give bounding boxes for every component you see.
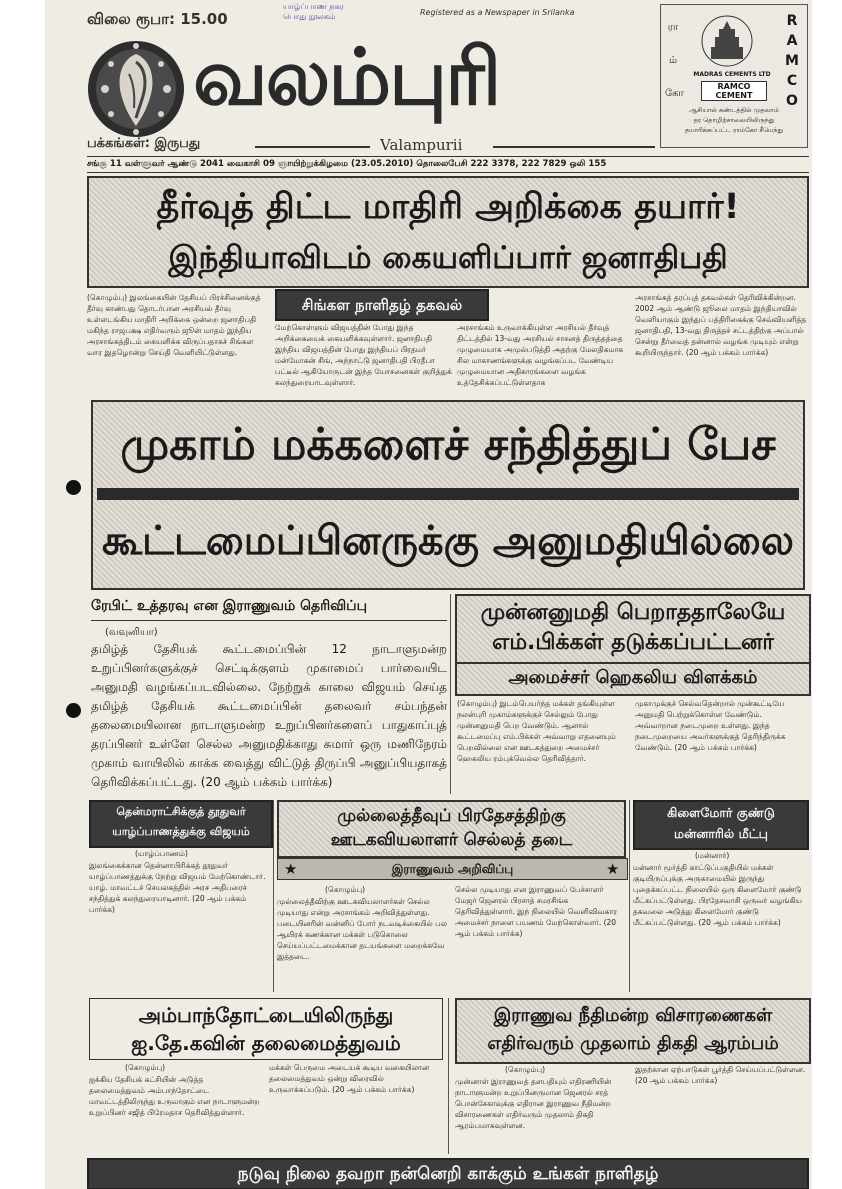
story-right-col-2: முகாமுக்குச் செல்வதென்றால் முன்கூட்டியே அனுமதி பெற்றுக்கொள்ள வேண்டும். அவ்வாறான நடைமுறை உள்ளது. இந்த நடைமுறையை அவர்களுக்குத் தெரிந்திருக்க வேண்டும். (20 ஆம் பக்கம் பார்க்க) [635,699,786,752]
mullai-dateline: (கொழும்பு) [325,885,366,894]
ampara-col-2: மக்கள் பெருமை அடையக் கூடிய வகையிலான தலைமைத்துவம் ஒன்று விரைவில் உருவாக்கப்படும். (20 ஆம் பக்கம் பார்க்க) [269,1063,430,1094]
trinco-body: இலங்கைக்கான தென்னாபிரிக்கத் தூதுவர் யாழ்ப்பாணத்துக்கு நேற்று விஜயம் மேற்கொண்டார். யாழ். மாவட்டச் செயலகத்தில் அரச அதிபரைச் சந்தித்துக் கலந்துரையாடினார். (20 ஆம் பக்கம் பார்க்க) [89,861,266,914]
ampara-dateline: (கொழும்பு) [125,1063,166,1072]
claymore-body: மன்னார் மூர்த்தி காட்டுப்பகுதியில் மக்கள் குடியிருப்புக்கு அருகாமையில் இருந்து புதைக்கப்பட்ட நிலையில் ஒரு கிளைமோர் குண்டு மீட்கப்பட்டுள்ளது. பிரதேசவாசி ஒருவர் வழங்கிய தகவலை அடுத்து கிளைமோர் குண்டு மீட்கப்பட்டுள்ளது. (20 ஆம் பக்கம் பார்க்க) [633,863,802,927]
lead-col-2: மேற்கொள்ளும் விஜயத்தின் போது இந்த அறிக்கையைக் கையளிக்கவுள்ளார். ஜனாதிபதி இந்திய விஜயத்தின் போது இந்தியப் பிரதமர் மன்மோகன் சிங், அந்நாட்டு ஜனாதிபதி பிரதீபா பட்டீல் ஆகியோருடன் இந்த யோசனைகள் குறித்துக் கலந்துரையாடவுள்ளார். [275,323,452,387]
main-headline-line2: கூட்டமைப்பினருக்கு அனுமதியில்லை [102,518,794,564]
star-icon: ★ [284,860,298,878]
price-label: விலை ரூபா: 15.00 [87,10,228,28]
ad-copy [665,105,803,135]
story-left-kicker: ரேபிட் உத்தரவு என இராணுவம் தெரிவிப்பு [91,598,367,614]
newspaper-page [45,0,812,1189]
court-col-1: முன்னாள் இராணுவத் தளபதியும் எதிரணியின் நாடாளுமன்ற உறுப்பினருமான ஜெனரல் சரத் பொன்சேகாவுக்கு எதிரான இராணுவ நீதிமன்ற விசாரணைகள் எதிர்வரும் முதலாம் திகதி ஆரம்பமாகவுள்ளன. [455,1077,612,1130]
mullai-headline-box [277,800,626,858]
stamp-line-2: பொது நூலகம் [283,12,336,21]
stamp-line-1: யாழ்ப்பாண நகர [283,2,344,11]
court-headline-box [455,998,811,1064]
newspaper-title: வலம்புரி [193,33,500,123]
main-headline-box [91,400,805,590]
claymore-dateline: (மன்னார்) [695,851,730,860]
story-left-body: தமிழ்த் தேசியக் கூட்டமைப்பின் 12 நாடாளுமன்ற உறுப்பினர்களுக்குச் செட்டிக்குளம் முகாமைப் பார்வையிட அனுமதி வழங்கப்படவில்லை. நேற்றுக் காலை விஜயம் செய்த தமிழ்த் தேசியக் கூட்டமைப்பின் தலைவர் சம்பந்தன் தலைமையிலான நாடாளுமன்ற உறுப்பினர்களைப் பாதுகாப்புத் தரப்பினர் உள்ளே செல்ல அனுமதிக்காது சுமார் ஒரு மணிநேரம் முகாம் வாயிலில் காக்க வைத்து விட்டுத் திருப்பி அனுப்பியதாகத் தெரிவிக்கப்பட்டது. (20 ஆம் பக்கம் பார்க்க) [91,642,447,789]
ampara-head-1: அம்பாந்தோட்டையிலிருந்து [138,1003,394,1027]
mullai-head-1: முல்லைத்தீவுப் பிரதேசத்திற்கு [337,806,566,826]
court-col-2: இதற்கான ஏற்பாடுகள் பூர்த்தி செய்யப்பட்டுள்ளன. (20 ஆம் பக்கம் பார்க்க) [635,1065,806,1085]
column-rule [448,998,449,1154]
lead-headline-box [87,176,809,288]
court-dateline: (கொழும்பு) [505,1065,546,1074]
registered-note: Registered as a Newspaper in Srilanka [420,8,575,17]
ampara-col-1: ஐக்கிய தேசியக் கட்சியின் அடுத்த தலைமைத்துவம் அம்பாந்தோட்டை மாவட்டத்திலிருந்து உருவாகும் என நாடாளுமன்ற உறுப்பினர் சஜித் பிரேமதாச தெரிவித்துள்ளார். [89,1075,260,1117]
story-right-line2: எம்.பிக்கள் தடுக்கப்பட்டனர் [492,630,774,655]
ad-char-3: கோ [665,88,684,99]
story-right-line1: முன்னனுமதி பெறாததாலேயே [480,600,786,625]
footer-slogan: நடுவு நிலை தவறா நன்னெறி காக்கும் உங்கள் நாளிதழ் [87,1158,809,1189]
mullai-col-1: முல்லைத்தீவிற்கு ஊடகவியலாளர்கள் செல்ல முடியாது என்று அரசாங்கம் அறிவித்துள்ளது. படையினரின் வன்னிப் போர் நடவடிக்கையில் பல ஆயிரக் கணக்கான மக்கள் படுகொலை செய்யப்பட்டமைக்கான தடயங்களை மறைக்கவே இத்தடை. [277,897,447,961]
ad-side-chars [665,11,684,110]
ramco-advertisement [660,4,808,148]
main-headline-rule [97,488,799,500]
court-head-1: இராணுவ நீதிமன்ற விசாரணைகள் [493,1005,773,1026]
ad-line-3: தயாரிக்கப்பட்ட ராம்கோ சீமெந்து [684,126,784,134]
dateline: சங்கு 11 வள்ளுவர் ஆண்டு 2041 வைகாசி 09 ஞாயிற்றுக்கிழமை (23.05.2010) தொலைபேசி 222 3378, 222 7829 ஒலி 155 [87,156,809,173]
ad-char-1: ரா [667,22,679,33]
trinco-dateline: (யாழ்ப்பாணம்) [135,849,188,858]
lead-col-1: (கொழும்பு) இலங்கையின் தேசியப் பிரச்சினைக்குத் தீர்வு காண்பது தொடர்பான அரசியல் தீர்வு உள்ளடங்கிய மாதிரி அறிக்கை ஒன்றை ஜனாதிபதி மகிந்த ராஜபக்ஷ எதிர்வரும் ஜூன் மாதம் இந்திய அரசாங்கத்திடம் கையளிக்க விருப்பதாகச் சிங்கள வார இதழொன்று செய்தி வெளியிட்டுள்ளது. [87,293,261,357]
main-headline-line1: முகாம் மக்களைச் சந்தித்துப் பேச [120,419,776,470]
story-right-line3: அமைச்சர் ஹெகலிய விளக்கம் [457,662,809,692]
temple-icon [701,15,753,67]
page-count: பக்கங்கள்: இருபது [87,136,201,151]
ad-arc-text: MADRAS CEMENTS LTD [693,71,771,78]
story-left-rule [91,620,447,621]
title-rule-right [493,146,655,148]
lead-col-4: அரசாங்கத் தரப்புத் தகவல்கள் தெரிவிக்கின்றன. 2002 ஆம் ஆண்டு ஜூலை மாதம் இந்தியாவில் வெளியாகும் இந்துப் பத்திரிகைக்கு செவ்வியளித்த ஜனாதிபதி, 13-வது திருத்தச் சட்டத்திற்கு அப்பால் சென்று தீர்வைத் தன்னால் வழங்க முடியும் என்று கூறியிருந்தார். (20 ஆம் பக்கம் பார்க்க) [635,293,807,357]
claymore-head-1: கிளைமோர் குண்டு [667,805,775,820]
ad-char-2: ம் [668,55,678,66]
story-left-dateline: (வவுனியா) [105,627,158,638]
newspaper-subtitle: Valampurii [380,136,463,154]
punch-hole [66,703,81,718]
claymore-headline-box [633,800,809,850]
ampara-headline-box [89,998,443,1060]
mullai-col-2: செல்ல முடியாது என இராணுவப் பேச்சாளர் மேஜர் ஜெனரல் பிரசாத் சமரசிங்க தெரிவித்துள்ளார். இந் நிலையில் வெளிவிவகார அமைச்சர் நாளை பயணம் மேற்கொள்வார். (20 ஆம் பக்கம் பார்க்க) [455,885,618,938]
punch-hole [66,480,81,495]
story-right-headline-box [455,594,811,696]
mullai-head-2: ஊடகவியலாளர் செல்லத் தடை [330,830,573,850]
column-rule [273,800,274,992]
story-right-col-1: (கொழும்பு) இடம்பெயர்ந்த மக்கள் தங்கியுள்ள நலன்புரி முகாம்களுக்குச் செல்லும் போது முன்னனுமதி பெற வேண்டும். ஆனால் கூட்டமைப்பு எம்.பிக்கள் அவ்வாறு எதனையும் பெறவில்லை என ஊடகத்துறை அமைச்சர் ஹெகலிய ரம்புக்வெல்ல தெரிவித்தார். [457,699,616,763]
court-head-2: எதிர்வரும் முதலாம் திகதி ஆரம்பம் [487,1033,779,1054]
library-stamp [283,2,344,22]
conch-logo-icon [85,38,187,140]
ad-line-1: ஆசியால் கண்டத்தில் முதலாம் [689,106,779,114]
mullai-kicker: இராணுவம் அறிவிப்பு [391,862,514,876]
star-icon: ★ [606,860,620,878]
trinco-headline-box [89,800,273,848]
lead-kicker: சிங்கள நாளிதழ் தகவல் [275,289,489,321]
trinco-head-1: தென்மராட்சிக்குத் தூதுவர் [116,805,246,818]
lead-headline-line1: தீர்வுத் திட்ட மாதிரி அறிக்கை தயார்! [156,187,740,227]
trinco-head-2: யாழ்ப்பாணத்துக்கு விஜயம் [112,825,250,838]
lead-headline-line2: இந்தியாவிடம் கையளிப்பார் ஜனாதிபதி [168,240,728,276]
ampara-head-2: ஐ.தே.கவின் தலைமைத்துவம் [131,1031,401,1055]
claymore-head-2: மன்னாரில் மீட்பு [674,826,768,841]
mullai-kicker-bar [277,858,628,880]
column-rule [450,594,451,794]
column-rule [629,800,630,992]
lead-col-3: அரசாங்கம் உருவாக்கியுள்ள அரசியல் தீர்வுத் திட்டத்தில் 13-வது அரசியல் சாசனத் திருத்தத்தை முழுமையாக அமுல்படுத்தி அதற்கு மேலதிகமாக சில மாகாணங்களுக்கு வழங்கப்பட வேண்டிய முழுமையான அதிகாரங்களை வழங்க உத்தேசிக்கப்பட்டுள்ளதாக [457,323,624,387]
ad-line-2: தர தொழிற்சாலையிலிருந்து [693,116,775,124]
ramco-logo: RAMCO CEMENT [701,81,767,101]
title-rule [255,146,370,148]
ad-brand-vertical: RAMCO [785,13,799,109]
